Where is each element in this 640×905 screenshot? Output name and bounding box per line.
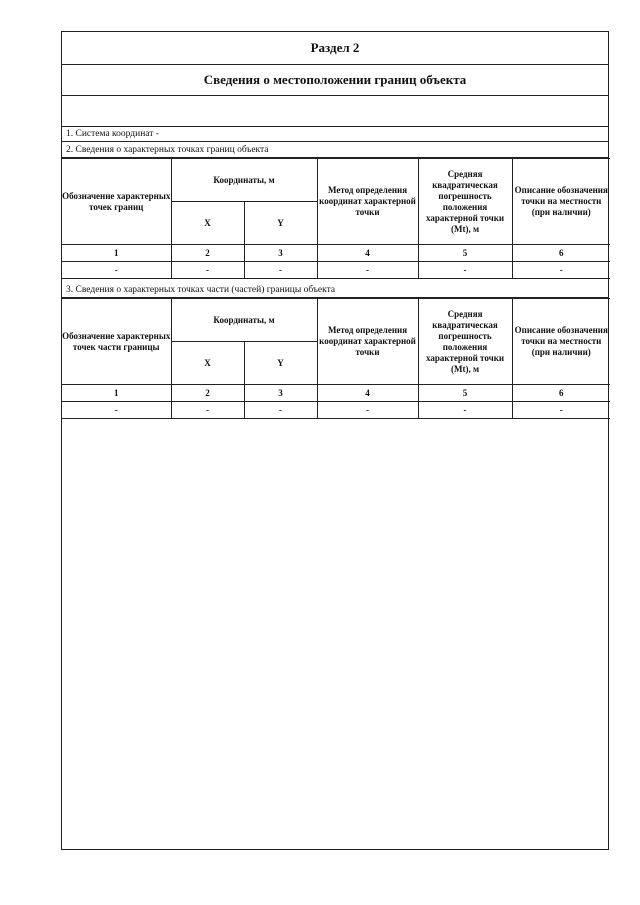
table-row <box>62 262 610 279</box>
table-row <box>62 402 610 419</box>
header-coords: Координаты, м <box>171 159 317 202</box>
header-method: Метод определения координат характерной точки <box>317 299 418 385</box>
block1-caption: 2. Сведения о характерных точках границ объекта <box>62 142 608 158</box>
document-frame <box>61 31 609 850</box>
header-x: X <box>171 342 244 385</box>
table-cell: - <box>171 262 244 279</box>
header-method: Метод определения координат характерной точки <box>317 159 418 245</box>
column-number: 6 <box>512 245 610 262</box>
block2-caption: 3. Сведения о характерных точках части (частей) границы объекта <box>62 282 608 298</box>
column-number: 2 <box>171 385 244 402</box>
header-description: Описание обозначения точки на местности (при наличии) <box>512 159 610 245</box>
header-error: Средняя квадратическая погрешность положения характерной точки (Mt), м <box>418 299 512 385</box>
column-number: 6 <box>512 385 610 402</box>
table-cell: - <box>418 262 512 279</box>
column-numbers-row <box>62 385 610 402</box>
column-number: 1 <box>62 245 171 262</box>
header-x: X <box>171 202 244 245</box>
column-number: 2 <box>171 245 244 262</box>
header-designation: Обозначение характерных точек части границы <box>62 299 171 385</box>
header-error: Средняя квадратическая погрешность положения характерной точки (Mt), м <box>418 159 512 245</box>
table-cell: - <box>171 402 244 419</box>
table-cell: - <box>244 402 317 419</box>
table-cell: - <box>62 262 171 279</box>
header-designation: Обозначение характерных точек границ <box>62 159 171 245</box>
column-number: 4 <box>317 245 418 262</box>
header-y: Y <box>244 342 317 385</box>
table-cell: - <box>512 402 610 419</box>
column-number: 3 <box>244 245 317 262</box>
header-y: Y <box>244 202 317 245</box>
column-number: 1 <box>62 385 171 402</box>
table-cell: - <box>62 402 171 419</box>
column-number: 3 <box>244 385 317 402</box>
column-number: 4 <box>317 385 418 402</box>
table-cell: - <box>317 402 418 419</box>
header-description: Описание обозначения точки на местности (при наличии) <box>512 299 610 385</box>
table-cell: - <box>317 262 418 279</box>
column-numbers-row <box>62 245 610 262</box>
column-number: 5 <box>418 245 512 262</box>
column-number: 5 <box>418 385 512 402</box>
table-cell: - <box>418 402 512 419</box>
table-cell: - <box>512 262 610 279</box>
section-title: Раздел 2 <box>62 32 608 65</box>
table-cell: - <box>244 262 317 279</box>
boundary-points-table <box>62 158 610 279</box>
section-subtitle: Сведения о местоположении границ объекта <box>62 65 608 96</box>
part-boundary-points-table <box>62 298 610 419</box>
coord-system-line: 1. Система координат - <box>62 126 608 142</box>
header-coords: Координаты, м <box>171 299 317 342</box>
